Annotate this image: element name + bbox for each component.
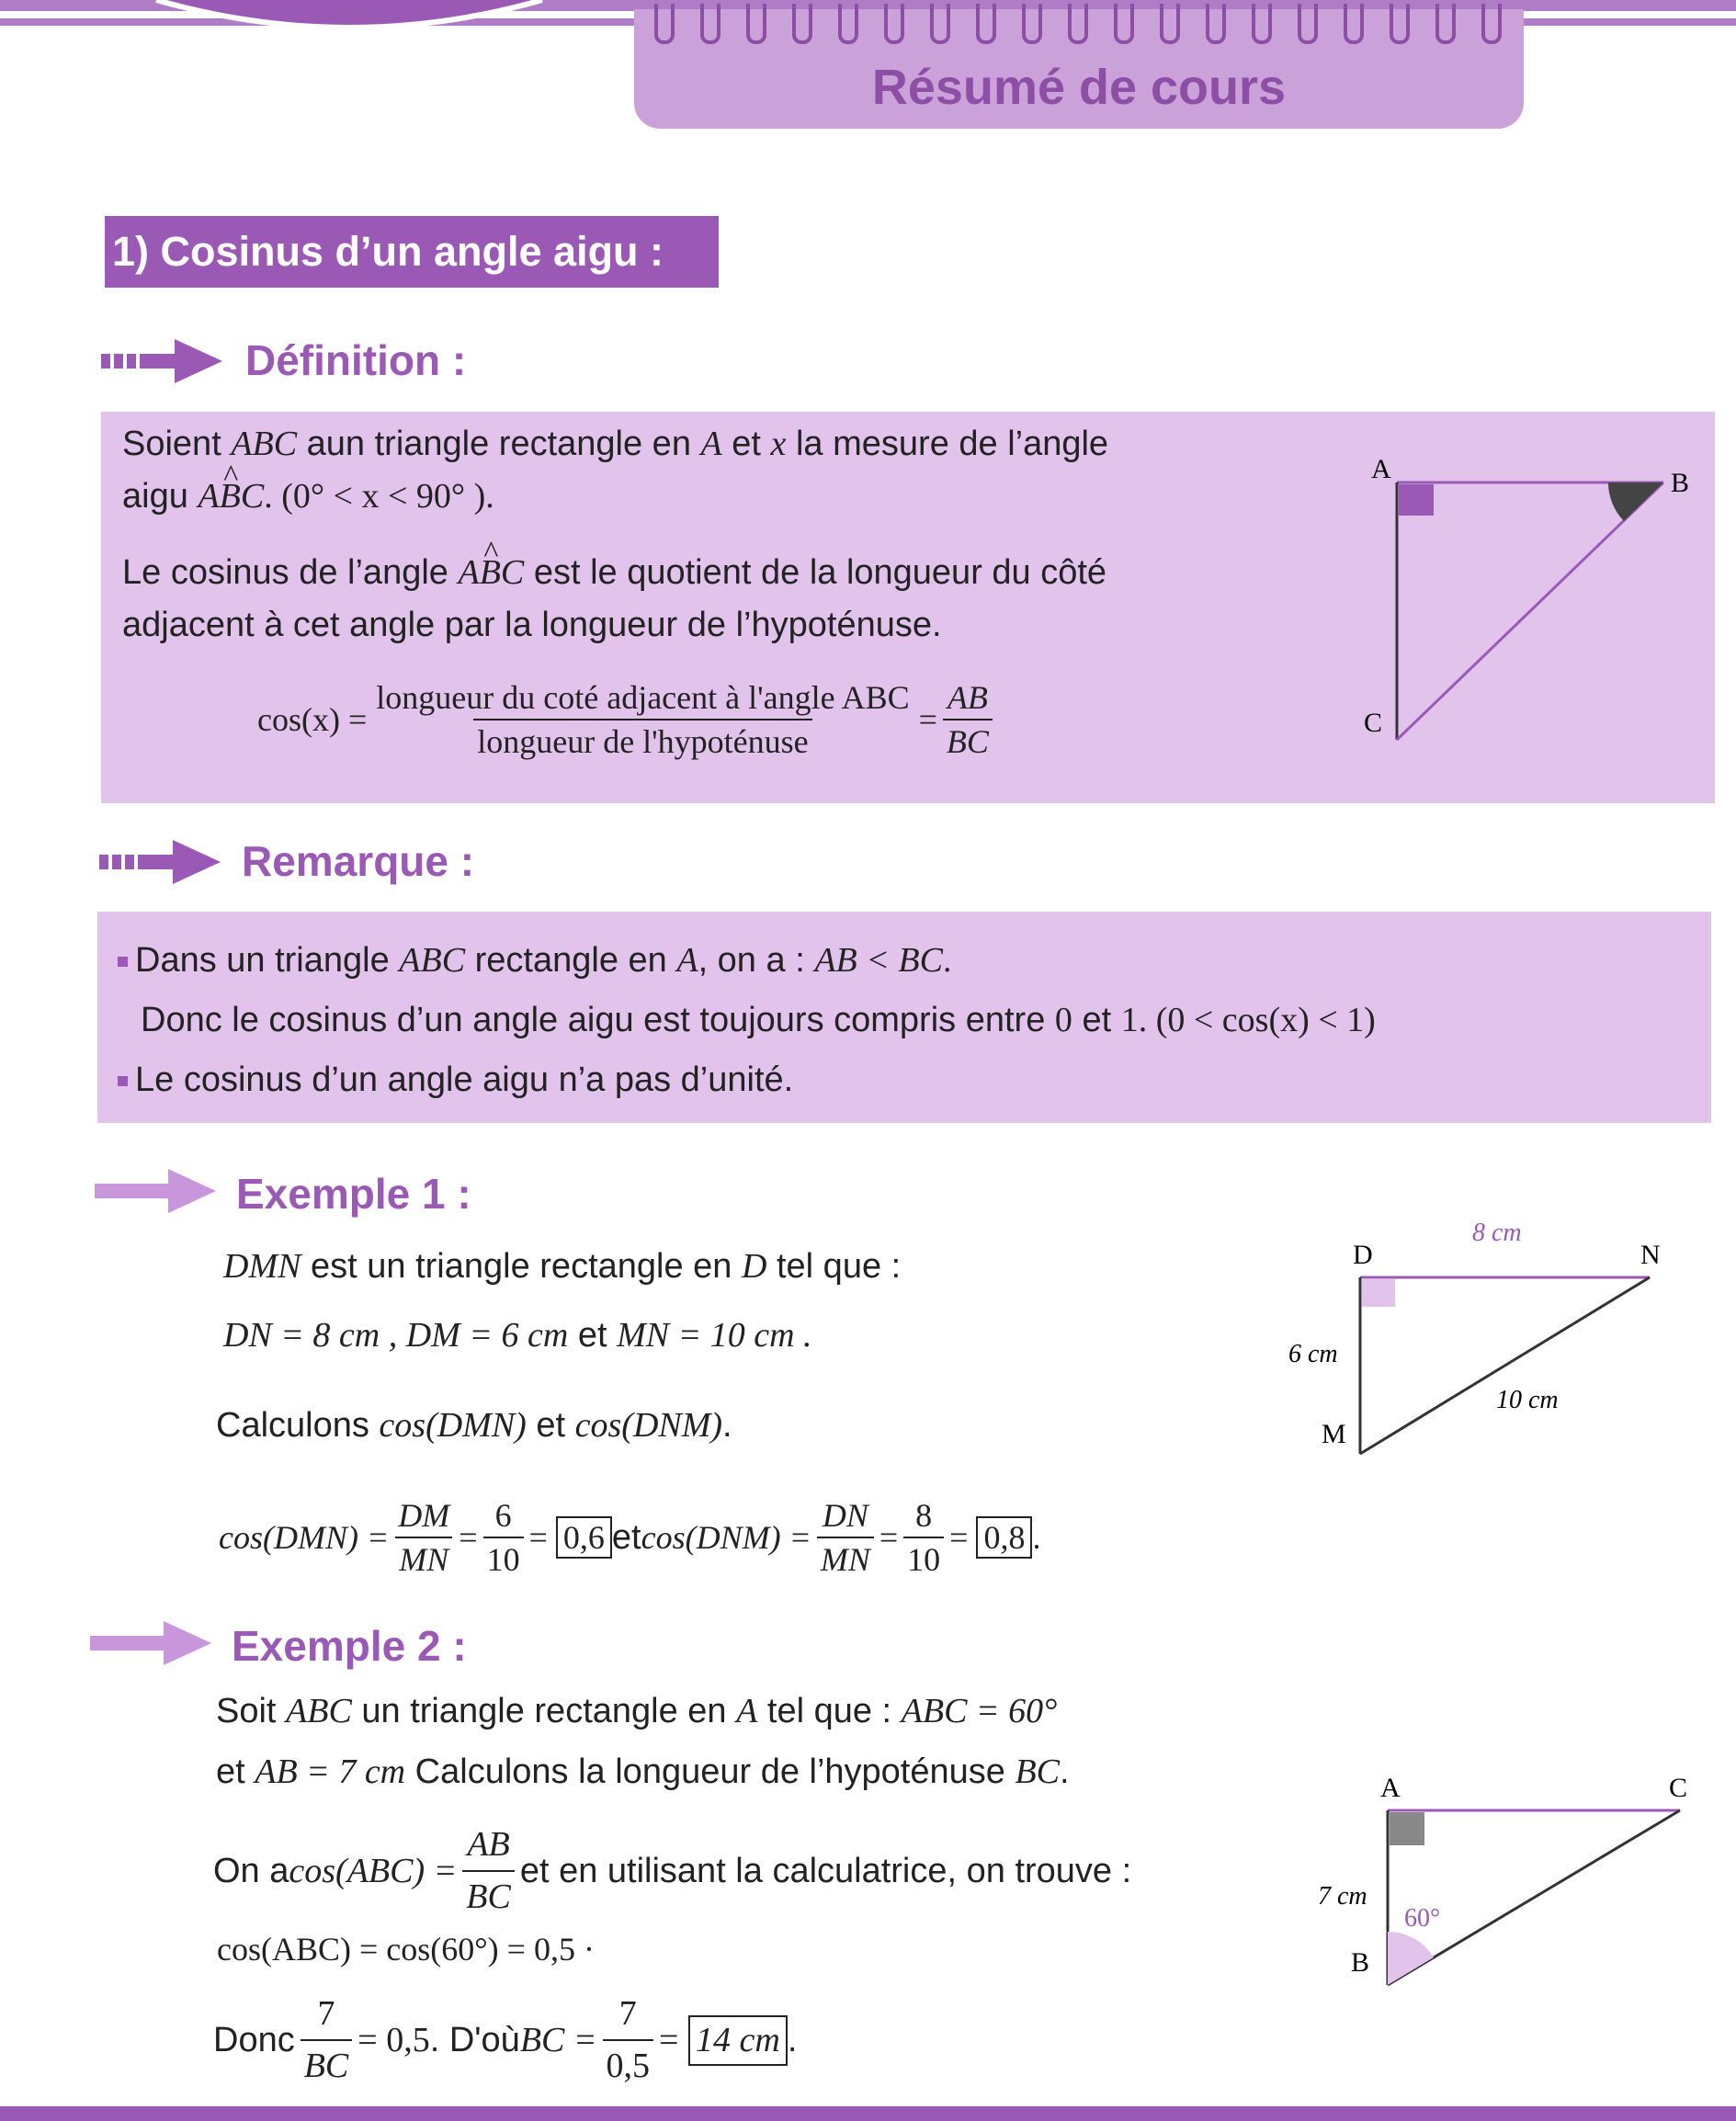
definition-line-2: aigu ^ ABC. (0° < x < 90° ). (122, 473, 494, 520)
triangle-abc-figure (1351, 450, 1709, 763)
label-dm-length: 6 cm (1288, 1340, 1338, 1368)
exemple2-line-3: On a cos(ABC) = $\frac{AB}{BC}$ et en utilisant la calculatrice, on trouve : (213, 1821, 1131, 1922)
exemple2-line-5: Donc $\frac{7}{BC}$ = 0,5 . D'où BC = $\frac{7}{0,5}$ = 14 cm . (213, 1991, 797, 2091)
label-c: C (1364, 708, 1383, 738)
exemple1-line-1: DMN est un triangle rectangle en D tel que : (223, 1247, 902, 1286)
cosine-formula: cos(x) = $\frac{\text{longueur du coté adjacent à l'angle ABC}}{\text{longueur de l'hypoténuse}}$ = $\frac{AB}{BC}$ (257, 678, 998, 761)
label-ab-length: 7 cm (1318, 1882, 1367, 1911)
label-mn-length: 10 cm (1496, 1386, 1559, 1414)
section-title: 1) Cosinus d’un angle aigu : (105, 216, 719, 288)
triangle-abc-60-figure (1305, 1764, 1700, 2003)
label-m: M (1322, 1419, 1346, 1449)
exemple1-line-3: Calculons cos(DMN) et cos(DNM). (216, 1406, 732, 1445)
label-b: B (1351, 1947, 1370, 1978)
definition-heading: Définition : (245, 336, 467, 384)
arrow-icon (90, 1616, 211, 1671)
label-angle: 60° (1404, 1904, 1441, 1933)
remarque-line-2: Donc le cosinus d’un angle aigu est toujours compris entre 0 et 1. (0 < cos(x) < 1) (141, 1001, 1376, 1039)
exemple2-heading: Exemple 2 : (232, 1622, 467, 1670)
label-n: N (1640, 1240, 1661, 1270)
label-b: B (1671, 468, 1690, 498)
exemple1-line-2: DN = 8 cm , DM = 6 cm et MN = 10 cm . (223, 1316, 812, 1355)
remarque-heading: Remarque : (242, 837, 475, 885)
label-a: A (1380, 1773, 1401, 1803)
exemple1-heading: Exemple 1 : (236, 1170, 471, 1218)
triangle-dmn-figure (1277, 1213, 1682, 1470)
remarque-line-3: Le cosinus d’un angle aigu n’a pas d’unité. (118, 1057, 793, 1104)
exemple2-line-2: et AB = 7 cm Calculons la longueur de l’hypoténuse BC. (216, 1752, 1070, 1791)
exemple2-line-1: Soit ABC un triangle rectangle en A tel que : ABC = 60° (216, 1692, 1058, 1730)
result-value: 0,8 (976, 1516, 1032, 1559)
exemple1-result: cos(DMN) = $\frac{DM}{MN}$ = $\frac{6}{10}$ = 0,6 et cos(DNM) = $\frac{DN}{MN}$ = $\frac{8}{10}$ = 0,8 . (219, 1497, 1041, 1578)
result-value: 14 cm (688, 2015, 788, 2066)
arrow-icon (101, 334, 222, 389)
definition-line-1: Soient ABC aun triangle rectangle en A et x la mesure de l’angle (122, 425, 1109, 463)
arrow-icon (99, 834, 221, 890)
definition-line-4: adjacent à cet angle par la longueur de l’hypoténuse. (122, 606, 942, 644)
label-dn-length: 8 cm (1472, 1219, 1522, 1247)
remarque-line-1: Dans un triangle ABC rectangle en A, on a : AB < BC. (118, 937, 951, 984)
label-a: A (1371, 454, 1391, 484)
exemple2-line-4: cos(ABC) = cos(60°) = 0,5 · (217, 1931, 595, 1968)
arrow-icon (95, 1163, 216, 1219)
footer-bar (0, 2106, 1736, 2121)
page-title: Résumé de cours (871, 60, 1287, 115)
definition-line-3: Le cosinus de l’angle ^ ABC est le quotient de la longueur du côté (122, 550, 1106, 596)
result-value: 0,6 (556, 1516, 612, 1559)
label-c: C (1669, 1773, 1688, 1803)
label-d: D (1353, 1240, 1373, 1270)
header-banner (634, 9, 1524, 129)
